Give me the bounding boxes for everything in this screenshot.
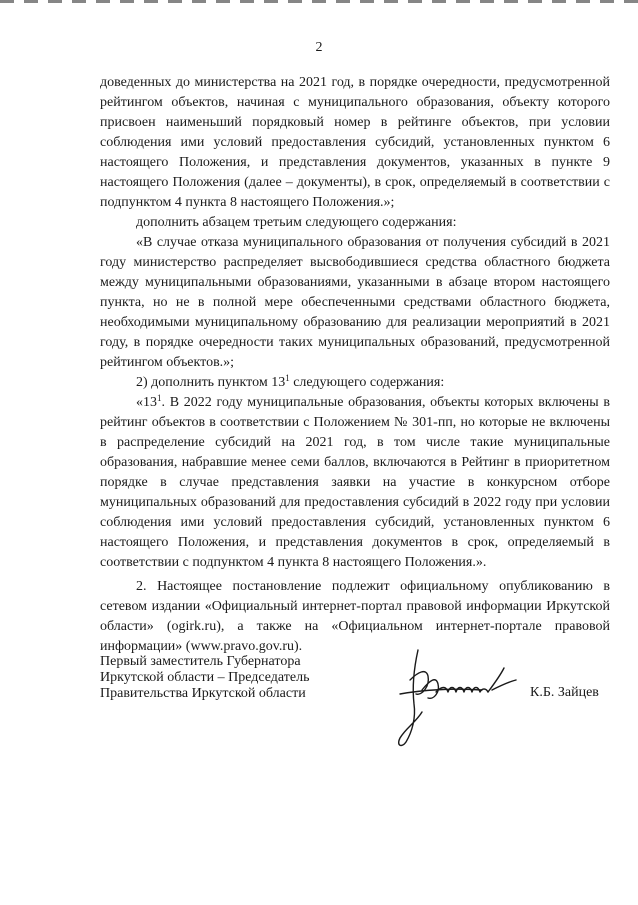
item-number: «13 bbox=[136, 395, 157, 410]
superscript-marker: 1 bbox=[285, 373, 290, 383]
document-body bbox=[100, 73, 610, 657]
handwritten-signature bbox=[392, 646, 522, 750]
signatory-title bbox=[100, 654, 360, 702]
page-number: 2 bbox=[315, 40, 323, 55]
superscript-marker: 1 bbox=[157, 393, 162, 403]
signer-name: К.Б. Зайцев bbox=[530, 685, 599, 700]
signatory-title-line: Первый заместитель Губернатора bbox=[100, 654, 301, 669]
paragraph-amendment-text: «В случае отказа муниципального образования от получения субсидий в 2021 году министерство распределяет высвободившиеся средства областного бюджета между муниципальными образованиями, указанными в абзаце втором настоящего пункта, но не в полной мере обеспеченными средствами областного бюджета, необходимыми муниципальному образованию для реализации мероприятий в 2021 году, в порядке очередности таких муниципальных образований, предусмотренной рейтингом объектов.»; bbox=[100, 235, 610, 370]
paragraph-item-13-1 bbox=[100, 393, 610, 573]
scan-edge-artifact bbox=[0, 0, 638, 3]
paragraph-amendment-intro: дополнить абзацем третьим следующего содержания: bbox=[136, 215, 457, 230]
paragraph-add-item bbox=[100, 373, 610, 393]
item-text: . В 2022 году муниципальные образования, объекты которых включены в рейтинг объектов в соответствии с Положением № 301-пп, но которые не включены в распределение субсидий на 2021 год, в том числе такие муниципальные образования, набравшие менее семи баллов, включаются в Рейтинг в приоритетном порядке в случае представления заявки на участие в конкурсном отборе муниципальных образований для предоставления субсидий в 2022 году при условии соблюдения ими условий предоставления субсидий, установленных пунктом 6 настоящего Положения, и представления документов в срок, определяемый в соответствии с подпунктом 4 пункта 8 настоящего Положения.». bbox=[100, 395, 610, 570]
signatory-title-line: Правительства Иркутской области bbox=[100, 686, 306, 701]
add-item-text: 2) дополнить пунктом 13 bbox=[136, 375, 286, 390]
add-item-text-end: следующего содержания: bbox=[289, 375, 445, 390]
signatory-title-line: Иркутской области – Председатель bbox=[100, 670, 310, 685]
paragraph-continuation: доведенных до министерства на 2021 год, в порядке очередности, предусмотренной рейтингом объектов, начиная с муниципального образования, объекту которого присвоен наименьший порядковый номер в рейтинге объектов, при условии соблюдения ими условий предоставления субсидий, установленных пунктом 6 настоящего Положения, и представления документов, указанных в пункте 9 настоящего Положения (далее – документы), в срок, определяемый в соответствии с подпунктом 4 пункта 8 настоящего Положения.»; bbox=[100, 75, 610, 210]
paragraph-publication: 2. Настоящее постановление подлежит официальному опубликованию в сетевом издании «Официальный интернет-портал правовой информации Иркутской области» (ogirk.ru), а также на «Официальном интернет-портале правовой информации» (www.pravo.gov.ru). bbox=[100, 579, 610, 654]
